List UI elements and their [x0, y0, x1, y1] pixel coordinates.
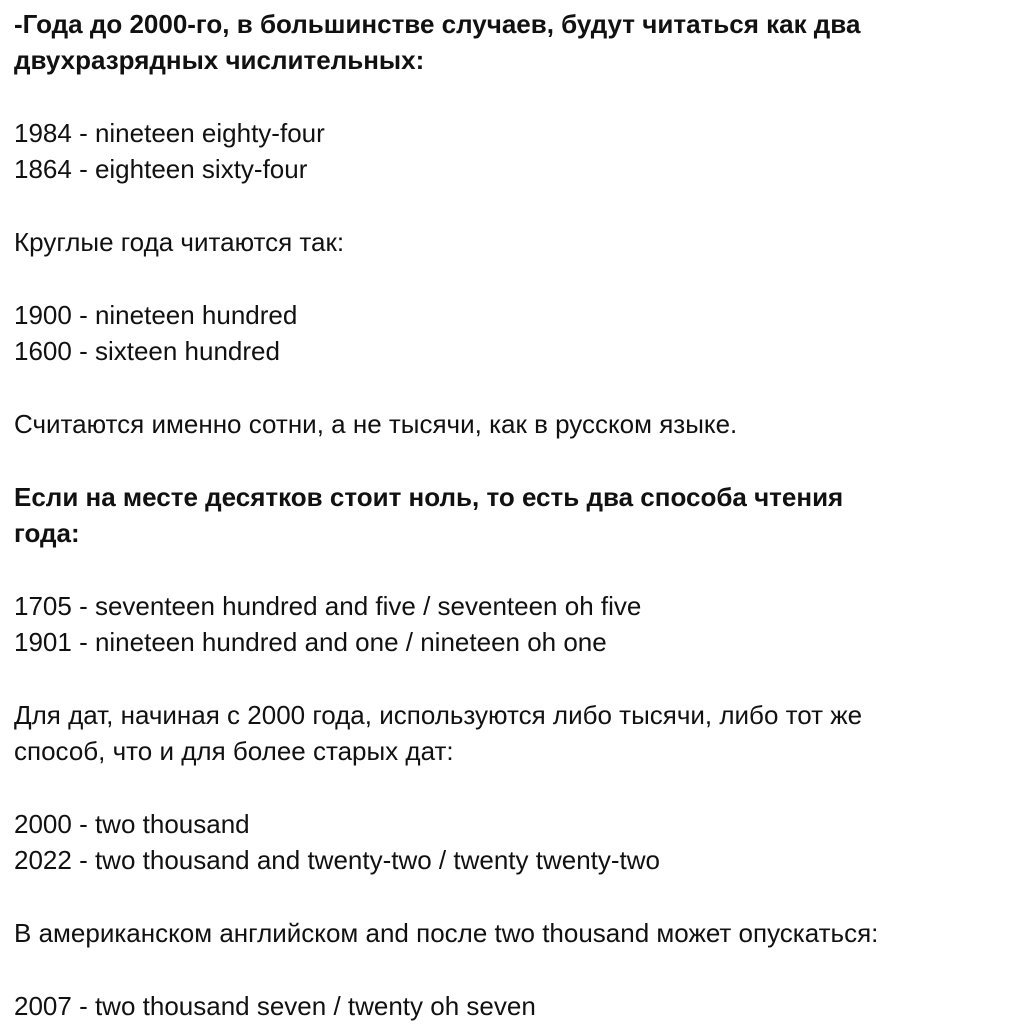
modern-dates-note-line-1: Для дат, начиная с 2000 года, используются либо тысячи, либо тот же: [14, 700, 863, 730]
example-1900: 1900 - nineteen hundred: [14, 300, 298, 330]
example-2022: 2022 - two thousand and twenty-two / twenty twenty-two: [14, 845, 661, 875]
example-1864: 1864 - eighteen sixty-four: [14, 154, 308, 184]
heading-two-digit-rule-line-2: двухразрядных числительных:: [14, 45, 425, 75]
hundreds-note: Считаются именно сотни, а не тысячи, как в русском языке.: [14, 409, 738, 439]
example-1705: 1705 - seventeen hundred and five / seventeen oh five: [14, 591, 642, 621]
example-1984: 1984 - nineteen eighty-four: [14, 118, 325, 148]
heading-zero-tens-line-1: Если на месте десятков стоит ноль, то есть два способа чтения: [14, 482, 844, 512]
example-1600: 1600 - sixteen hundred: [14, 336, 280, 366]
example-1901: 1901 - nineteen hundred and one / nineteen oh one: [14, 627, 607, 657]
modern-dates-note-line-2: способ, что и для более старых дат:: [14, 736, 454, 766]
round-years-intro: Круглые года читаются так:: [14, 227, 345, 257]
example-2007: 2007 - two thousand seven / twenty oh seven: [14, 991, 536, 1021]
example-2000: 2000 - two thousand: [14, 809, 250, 839]
heading-two-digit-rule-line-1: -Года до 2000-го, в большинстве случаев, будут читаться как два: [14, 9, 861, 39]
american-english-note: В американском английском and после two thousand может опускаться:: [14, 918, 879, 948]
heading-zero-tens-line-2: года:: [14, 518, 80, 548]
